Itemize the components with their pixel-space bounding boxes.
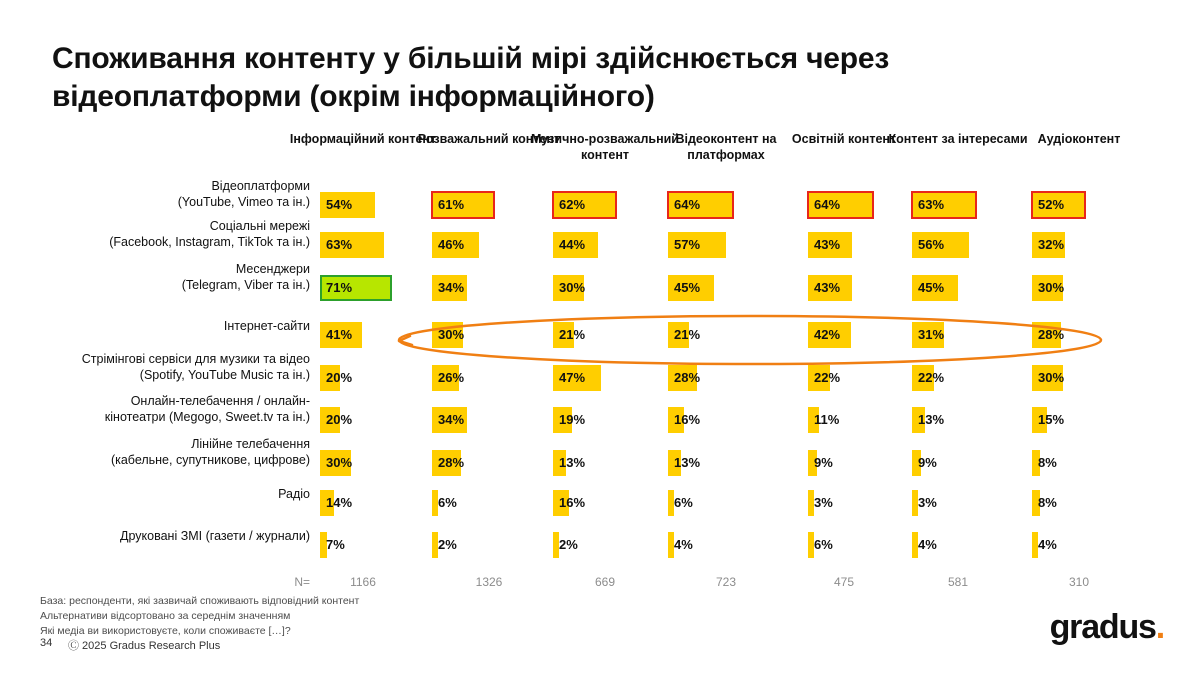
bar-value: 34% [438, 412, 465, 427]
bar-cell [553, 450, 586, 476]
bar-value: 71% [326, 280, 353, 295]
bar-cell [912, 322, 944, 348]
base-size-6: 310 [1068, 575, 1090, 589]
row-label-line: Соціальні мережі [209, 219, 310, 233]
bar-cell [1032, 232, 1065, 258]
bar-value: 61% [438, 197, 465, 212]
gradus-logo [1050, 608, 1164, 647]
bar-cell [1032, 450, 1057, 476]
base-size-5: 581 [947, 575, 969, 589]
bar-cell [668, 275, 714, 301]
bar-value: 28% [438, 455, 465, 470]
bar-value: 3% [814, 495, 833, 510]
bar-cell [320, 232, 384, 258]
bar-cell [1032, 192, 1085, 218]
bar-value: 13% [559, 455, 586, 470]
bar-value: 4% [674, 537, 693, 552]
row-label-line: Стрімінгові сервіси для музики та відео [81, 352, 310, 366]
bar-cell [912, 365, 945, 391]
footnotes [40, 594, 359, 640]
row-label-2 [30, 262, 310, 293]
bar-cell [320, 322, 362, 348]
row-label-line: Друковані ЗМІ (газети / журнали) [120, 529, 310, 543]
bar-cell [668, 322, 701, 348]
bar-cell [808, 450, 833, 476]
bar-value: 42% [814, 327, 841, 342]
column-header-1: Розважальний контент [417, 132, 561, 146]
bar-cell [320, 407, 353, 433]
page-number: 34 [40, 637, 53, 649]
bar-cell [912, 532, 937, 558]
bar-cell [320, 532, 345, 558]
bar-cell [1032, 322, 1065, 348]
row-label-line: (кабельне, супутникове, цифрове) [110, 452, 310, 467]
bar-value: 15% [1038, 412, 1065, 427]
bar-value: 56% [918, 237, 945, 252]
bar-value: 45% [918, 280, 945, 295]
copyright-notice: Ⓒ 2025 Gradus Research Plus [68, 640, 221, 652]
row-label-line: Радіо [278, 487, 310, 501]
base-size-2: 669 [594, 575, 616, 589]
column-header-5: Контент за інтересами [888, 132, 1028, 146]
bar-value: 13% [674, 455, 701, 470]
bar-cell [432, 192, 494, 218]
bar-cell [553, 192, 616, 218]
bar-cell [912, 232, 969, 258]
content-consumption-chart [0, 132, 1200, 592]
logo-text: gradus [1049, 608, 1156, 646]
bar-value: 2% [438, 537, 457, 552]
logo-dot: . [1155, 608, 1164, 646]
row-label-line: Онлайн-телебачення / онлайн- [130, 394, 310, 408]
bar-value: 30% [559, 280, 586, 295]
row-label-4 [30, 352, 310, 383]
bar-cell [668, 490, 693, 516]
bar-value: 30% [1038, 280, 1065, 295]
bar-cell [668, 450, 701, 476]
bar-value: 45% [674, 280, 701, 295]
row-label-3 [30, 319, 310, 335]
bar-value: 13% [918, 412, 945, 427]
column-header-4: Освітній контент [791, 132, 897, 146]
bar-value: 21% [559, 327, 586, 342]
bar-value: 21% [674, 327, 701, 342]
bar-value: 8% [1038, 455, 1057, 470]
bar-cell [553, 232, 598, 258]
bar-cell [1032, 407, 1065, 433]
bar-value: 30% [1038, 370, 1065, 385]
bar-value: 6% [814, 537, 833, 552]
row-label-line: (Spotify, YouTube Music та ін.) [139, 367, 310, 382]
bar-cell [808, 407, 840, 433]
bar-value: 47% [559, 370, 586, 385]
bar-value: 44% [559, 237, 586, 252]
footnote-line-3: Які медіа ви використовуєте, коли споживаєте […]? [40, 625, 291, 638]
bar-cell [320, 192, 375, 218]
bar-cell [553, 532, 578, 558]
bar-cell [808, 490, 833, 516]
bar-cell [668, 365, 701, 391]
bar-cell [432, 365, 465, 391]
row-label-line: Лінійне телебачення [191, 437, 310, 451]
row-label-1 [30, 219, 310, 250]
base-size-4: 475 [833, 575, 855, 589]
column-header-0: Інформаційний контент [289, 132, 437, 146]
row-label-line: Месенджери [235, 262, 310, 276]
row-label-0 [30, 179, 310, 210]
bar-value: 34% [438, 280, 465, 295]
bar-value: 20% [326, 412, 353, 427]
bar-cell [553, 490, 586, 516]
bar-cell [432, 490, 457, 516]
bar-cell [808, 365, 841, 391]
row-label-8 [30, 529, 310, 545]
highlight-ellipse [396, 314, 1104, 366]
bar-value: 7% [326, 537, 345, 552]
bar-value: 14% [326, 495, 353, 510]
row-label-6 [30, 437, 310, 468]
row-label-line: (YouTube, Vimeo та ін.) [177, 194, 310, 209]
bar-cell [808, 192, 873, 218]
bar-value: 43% [814, 280, 841, 295]
bar-value: 11% [814, 412, 840, 427]
base-size-1: 1326 [475, 575, 503, 589]
bar-cell [808, 532, 833, 558]
bar-value: 4% [918, 537, 937, 552]
bar-value: 43% [814, 237, 841, 252]
bar-cell [320, 275, 392, 301]
bar-cell [432, 275, 467, 301]
bar-value: 2% [559, 537, 578, 552]
bar-value: 22% [814, 370, 841, 385]
bar-cell [553, 275, 584, 301]
bar-value: 19% [559, 412, 586, 427]
bar-value: 46% [438, 237, 465, 252]
bar-value: 28% [1038, 327, 1065, 342]
row-label-line: Інтернет-сайти [223, 319, 310, 333]
bar-cell [432, 232, 479, 258]
bar-cell [668, 407, 701, 433]
bar-value: 9% [814, 455, 833, 470]
bar-value: 28% [674, 370, 701, 385]
bar-value: 6% [674, 495, 693, 510]
bar-value: 16% [674, 412, 701, 427]
bar-cell [553, 365, 601, 391]
bar-value: 63% [918, 197, 945, 212]
bar-cell [668, 532, 693, 558]
bar-cell [553, 407, 586, 433]
row-label-line: (Facebook, Instagram, TikTok та ін.) [109, 234, 310, 249]
base-size-caption: N= [294, 575, 310, 589]
bar-cell [432, 322, 463, 348]
bar-cell [432, 450, 465, 476]
bar-cell [432, 532, 457, 558]
footnote-line-1: База: респонденти, які зазвичай споживають відповідний контент [40, 595, 360, 607]
bar-cell [432, 407, 467, 433]
bar-value: 31% [918, 327, 945, 342]
bar-cell [1032, 275, 1063, 301]
row-label-line: кінотеатри (Megogo, Sweet.tv та ін.) [104, 409, 310, 424]
bar-value: 62% [559, 197, 586, 212]
column-header-2: Музично-розважальний контент [530, 132, 679, 162]
bar-value: 20% [326, 370, 353, 385]
base-size-3: 723 [715, 575, 737, 589]
row-label-5 [30, 394, 310, 425]
page-title: Споживання контенту у більшій мірі здійснюється через відеоплатформи (окрім інформаційного) [52, 42, 890, 114]
bar-value: 54% [326, 197, 353, 212]
bar-cell [808, 322, 851, 348]
bar-value: 9% [918, 455, 937, 470]
bar-value: 8% [1038, 495, 1057, 510]
bar-cell [668, 192, 733, 218]
base-size-0: 1166 [350, 575, 376, 589]
bar-value: 4% [1038, 537, 1057, 552]
bar-value: 30% [438, 327, 465, 342]
row-label-line: (Telegram, Viber та ін.) [181, 277, 310, 292]
bar-value: 26% [438, 370, 465, 385]
bar-cell [912, 450, 937, 476]
bar-value: 22% [918, 370, 945, 385]
bar-cell [912, 407, 945, 433]
bar-value: 6% [438, 495, 457, 510]
bar-cell [808, 275, 852, 301]
bar-value: 30% [326, 455, 353, 470]
row-label-7 [30, 487, 310, 503]
bar-cell [320, 490, 353, 516]
bar-value: 63% [326, 237, 353, 252]
bar-value: 57% [674, 237, 701, 252]
bar-value: 32% [1038, 237, 1065, 252]
bar-value: 3% [918, 495, 937, 510]
bar-cell [912, 192, 976, 218]
row-label-line: Відеоплатформи [211, 179, 310, 193]
bar-value: 64% [814, 197, 841, 212]
bar-value: 64% [674, 197, 701, 212]
bar-cell [808, 232, 852, 258]
column-header-6: Аудіоконтент [1037, 132, 1121, 146]
bar-cell [320, 365, 353, 391]
bar-value: 52% [1038, 197, 1065, 212]
bar-cell [1032, 365, 1063, 391]
bar-cell [1032, 490, 1057, 516]
bar-value: 16% [559, 495, 586, 510]
footnote-line-2: Альтернативи відсортовано за середнім значенням [40, 610, 291, 623]
bar-cell [553, 322, 586, 348]
bar-cell [320, 450, 351, 476]
bar-cell [1032, 532, 1057, 558]
bar-cell [668, 232, 726, 258]
bar-cell [912, 490, 937, 516]
bar-value: 41% [326, 327, 353, 342]
column-header-3: Відеоконтент на платформах [675, 132, 777, 162]
bar-cell [912, 275, 958, 301]
